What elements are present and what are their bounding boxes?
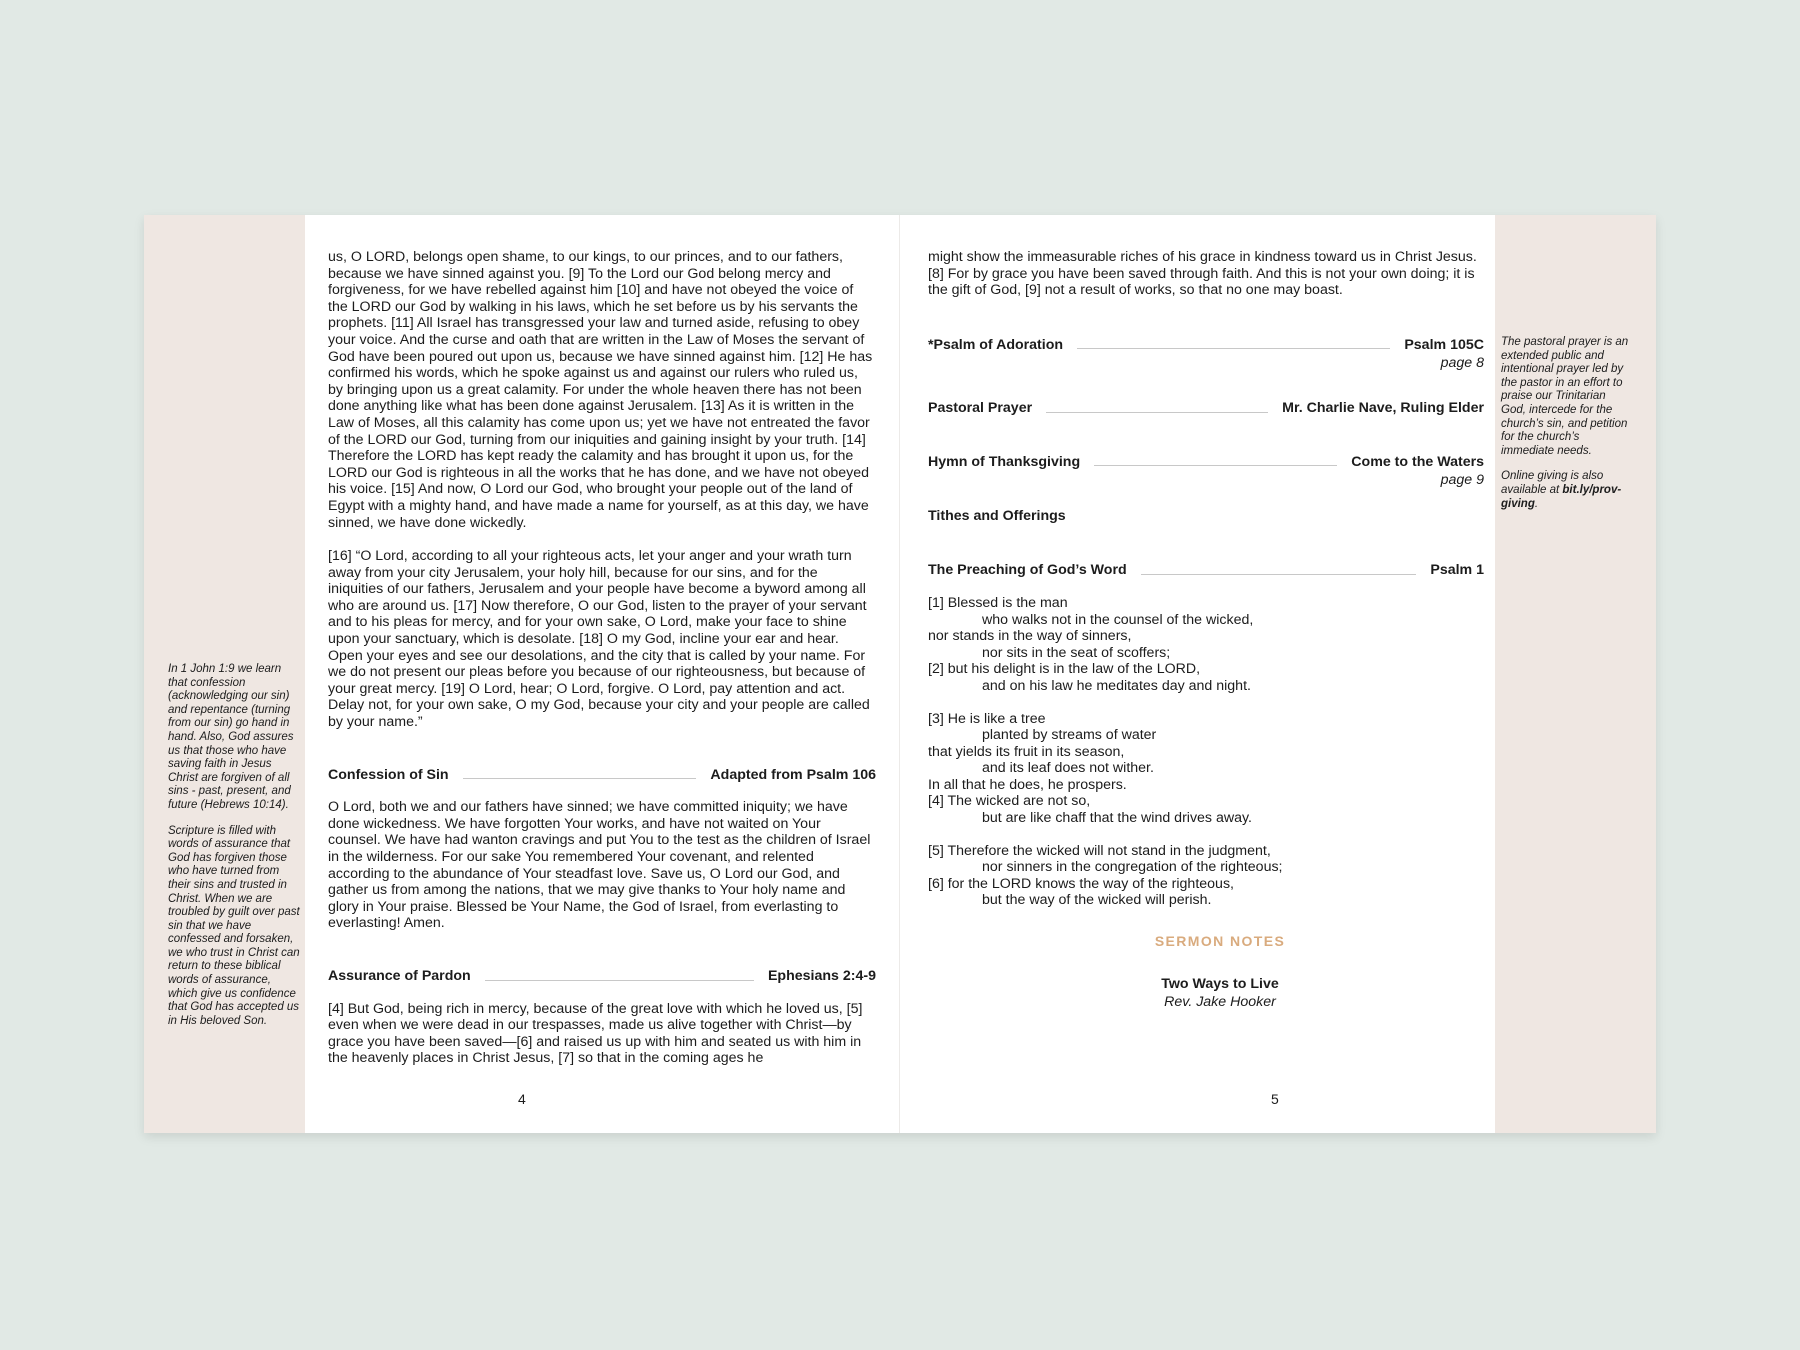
giving-link[interactable]: bit.ly/prov-giving <box>1501 483 1622 510</box>
confession-title: Confession of Sin <box>328 766 449 783</box>
pastoral-prayer-leader: Mr. Charlie Nave, Ruling Elder <box>1282 399 1484 416</box>
page-gutter <box>899 215 900 1133</box>
psalm-line: but are like chaff that the wind drives away. <box>982 810 1252 827</box>
side-note-online-giving <box>1501 470 1631 511</box>
leader-line <box>485 980 754 981</box>
confession-text: O Lord, both we and our fathers have sinned; we have committed iniquity; we have done wickedness. We have forgotten Your works, and have not waited on Your counsel. We have had wanton cravings and put You to the test as the children of Israel in the wilderness. For our sake You remembered Your covenant, and relented according to the abundance of Your steadfast love. Save us, O Lord our God, and gather us from among the nations, that we may give thanks to Your holy name and glory in Your praise. Blessed be Your Name, the God of Israel, from everlasting to everlasting! Amen. <box>328 799 871 932</box>
psalm-line: and its leaf does not wither. <box>982 760 1154 777</box>
psalm-line: nor sits in the seat of scoffers; <box>982 644 1171 661</box>
scripture-continued-right: might show the immeasurable riches of his grace in kindness toward us in Christ Jesus. [8] For by grace you have been saved through faith. And this is not your own doing; it is the gift of God, [9] not a result of works, so that no one may boast. <box>928 249 1477 299</box>
sermon-title: Two Ways to Live <box>1161 975 1279 992</box>
preaching-title: The Preaching of God’s Word <box>928 562 1127 579</box>
side-note-pastoral-prayer: The pastoral prayer is an extended public and intentional prayer led by the pastor in an effort to praise our Trinitarian God, intercede for the church’s sin, and petition for the church’s immediate needs. <box>1501 336 1629 457</box>
psalm-adoration-source: Psalm 105C <box>1404 336 1484 353</box>
hymn-page: page 9 <box>1440 472 1484 489</box>
leader-line <box>1094 465 1337 466</box>
psalm-adoration-page: page 8 <box>1440 355 1484 372</box>
scripture-continued: us, O LORD, belongs open shame, to our kings, to our princes, and to our fathers, because we have sinned against you. [9] To the Lord our God belong mercy and forgiveness, for we have rebelled against him [10] and have not obeyed the voice of the LORD our God by walking in his laws, which he set before us by his servants the prophets. [11] All Israel has transgressed your law and turned aside, refusing to obey your voice. And the curse and oath that are written in the Law of Moses the servant of God have been poured out upon us, because we have sinned against him. [12] He has confirmed his words, which he spoke against us and against our rulers who ruled us, by bringing upon us a great calamity. For under the whole heaven there has not been done anything like what has been done against Jerusalem. [13] As it is written in the Law of Moses, all this calamity has come upon us; yet we have not entreated the favor of the LORD our God, turning from our iniquities and gaining insight by your truth. [14] Therefore the LORD has kept ready the calamity and has brought it upon us, for the LORD our God is righteous in all the works that he has done, and we have not obeyed his voice. [15] And now, O Lord our God, who brought your people out of the land of Egypt with a mighty hand, and have made a name for yourself, as at this day, we have sinned, we have done wickedly. <box>328 249 873 531</box>
sermon-preacher: Rev. Jake Hooker <box>1164 994 1276 1011</box>
pastoral-prayer-title: Pastoral Prayer <box>928 399 1033 416</box>
preaching-header <box>928 562 1484 579</box>
leader-line <box>1046 412 1268 413</box>
scripture-paragraph: [16] “O Lord, according to all your righteous acts, let your anger and your wrath turn away from your city Jerusalem, your holy hill, because for our sins, and for the iniquities of our fathers, Jerusalem and your people have become a byword among all who are around us. [17] Now therefore, O our God, listen to the prayer of your servant and to his pleas for mercy, and for your own sake, O Lord, make your face to shine upon your sanctuary, which is desolate. [18] O my God, incline your ear and hear. Open your eyes and see our desolations, and the city that is called by your name. For we do not present our pleas before you because of our righteousness, but because of your great mercy. [19] O Lord, hear; O Lord, forgive. O Lord, pay attention and act. Delay not, for your own sake, O my God, because your city and your people are called by your name.” <box>328 548 870 731</box>
psalm-line: but the way of the wicked will perish. <box>982 892 1212 909</box>
psalm-line: who walks not in the counsel of the wicked, <box>982 611 1254 628</box>
psalm-line: [1] Blessed is the man <box>928 594 1068 611</box>
psalm-line: nor stands in the way of sinners, <box>928 628 1132 645</box>
psalm-line: [6] for the LORD knows the way of the righteous, <box>928 875 1234 892</box>
left-side-notes <box>168 663 300 1040</box>
hymn-header <box>928 454 1484 471</box>
confession-header <box>328 767 876 784</box>
leader-line <box>1077 348 1390 349</box>
psalm-line: [4] The wicked are not so, <box>928 793 1091 810</box>
leader-line <box>1141 574 1417 575</box>
hymn-name: Come to the Waters <box>1351 453 1484 470</box>
page-number-left: 4 <box>518 1091 526 1107</box>
psalm-line: [2] but his delight is in the law of the LORD, <box>928 661 1201 678</box>
side-note-confession: In 1 John 1:9 we learn that confession (acknowledging our sin) and repentance (turning from our sin) go hand in hand. Also, God assures us that those who have saving faith in Jesus Christ are forgiven of all sins - past, present, and future (Hebrews 10:14). <box>168 663 294 811</box>
leader-line <box>463 778 697 779</box>
tithes-title: Tithes and Offerings <box>928 507 1066 524</box>
psalm-stanza <box>928 711 1484 827</box>
online-giving-text: Online giving is also available at <box>1501 470 1604 496</box>
hymn-title: Hymn of Thanksgiving <box>928 453 1081 470</box>
sermon-notes-heading: SERMON NOTES <box>1154 933 1286 950</box>
online-giving-period: . <box>1534 497 1539 510</box>
right-page-content <box>928 249 1484 1011</box>
left-page-content <box>328 249 876 1067</box>
psalm-line: [5] Therefore the wicked will not stand in the judgment, <box>928 842 1271 859</box>
assurance-header <box>328 968 876 985</box>
psalm-stanza <box>928 843 1484 909</box>
psalm-stanza <box>928 595 1484 695</box>
psalm-line: that yields its fruit in its season, <box>928 743 1125 760</box>
psalm-line: nor sinners in the congregation of the righteous; <box>982 859 1283 876</box>
psalm-line: [3] He is like a tree <box>928 710 1046 727</box>
assurance-title: Assurance of Pardon <box>328 967 471 984</box>
psalm-adoration-header <box>928 337 1484 354</box>
psalm-adoration-title: *Psalm of Adoration <box>928 336 1064 353</box>
psalm-1-text <box>928 595 1484 909</box>
bulletin-spread <box>144 215 1656 1133</box>
psalm-line: and on his law he meditates day and night. <box>982 677 1251 694</box>
preaching-text: Psalm 1 <box>1430 562 1484 579</box>
page-number-right: 5 <box>1271 1091 1279 1107</box>
tithes-header <box>928 508 1484 525</box>
right-side-notes <box>1501 336 1631 523</box>
psalm-line: planted by streams of water <box>982 727 1157 744</box>
confession-source: Adapted from Psalm 106 <box>710 766 876 783</box>
assurance-text: [4] But God, being rich in mercy, because of the great love with which he loved us, [5] even when we were dead in our trespasses, made us alive together with Christ—by grace you have been saved—[6] and raised us up with him and seated us with him in the heavenly places in Christ Jesus, [7] so that in the coming ages he <box>328 1000 863 1067</box>
side-note-assurance: Scripture is filled with words of assurance that God has forgiven those who have turned from their sins and trusted in Christ. When we are troubled by guilt over past sin that we have confessed and forsaken, we who trust in Christ can return to these biblical words of assurance, which give us confidence that God has accepted us in His beloved Son. <box>168 824 300 1027</box>
pastoral-prayer-header <box>928 400 1484 417</box>
psalm-line: In all that he does, he prospers. <box>928 776 1127 793</box>
assurance-source: Ephesians 2:4-9 <box>767 967 876 984</box>
